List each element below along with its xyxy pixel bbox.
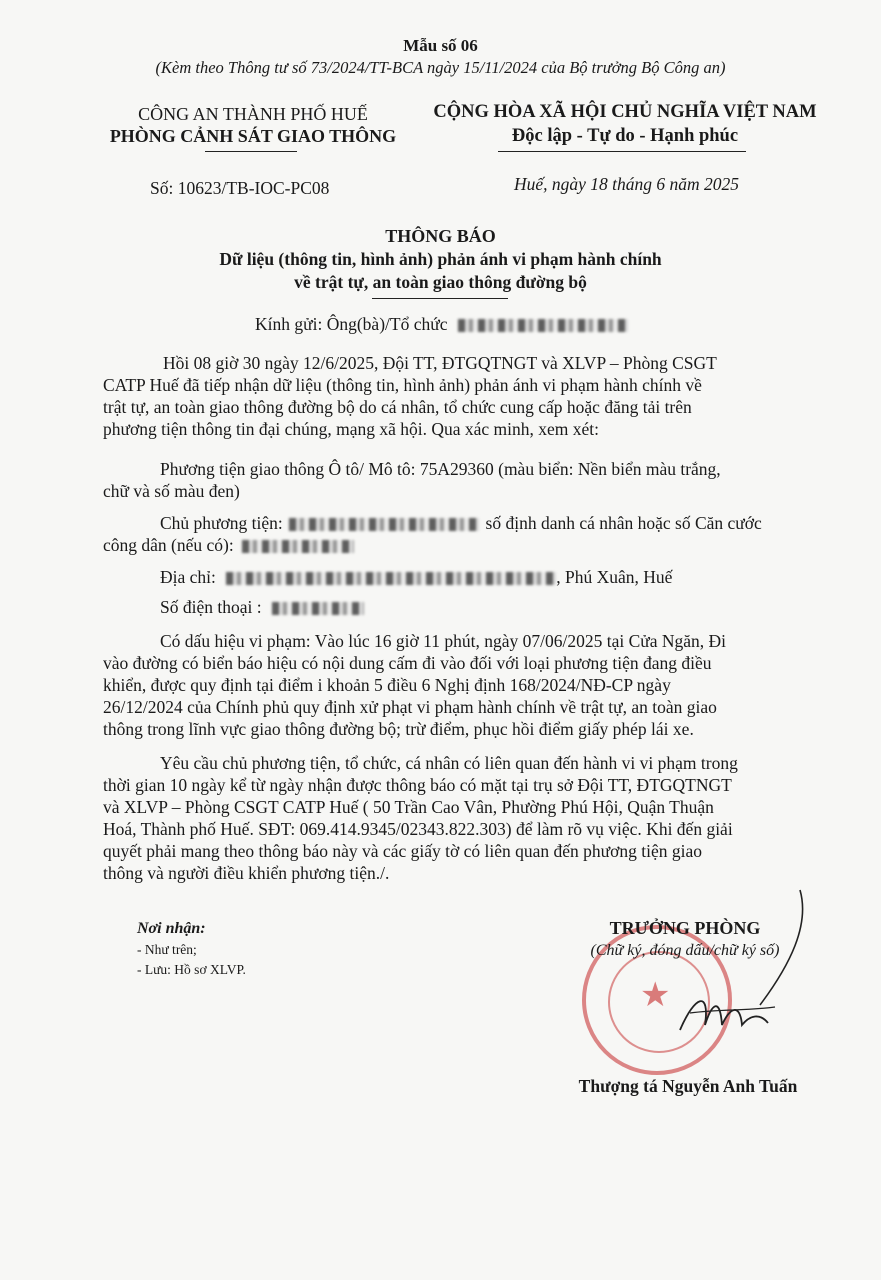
request-line-3: và XLVP – Phòng CSGT CATP Huế ( 50 Trần Cao Vân, Phường Phú Hội, Quận Thuận [103,797,714,817]
redacted-phone [272,602,364,615]
org-unit: PHÒNG CẢNH SÁT GIAO THÔNG [109,126,397,146]
owner-line [103,512,813,534]
id-label: công dân (nếu có): [103,535,234,555]
recipient-item-2: - Lưu: Hồ sơ XLVP. [137,962,246,977]
place-date: Huế, ngày 18 tháng 6 năm 2025 [514,174,740,194]
recipients-title: Nơi nhận: [137,920,206,937]
sign-note: (Chữ ký, đóng dấu/chữ ký số) [590,942,780,959]
form-number: Mẫu số 06 [403,36,478,55]
violation-line-1: Có dấu hiệu vi phạm: Vào lúc 16 giờ 11 phút, ngày 07/06/2025 tại Cửa Ngăn, Đi [160,631,727,651]
p1-line-2: CATP Huế đã tiếp nhận dữ liệu (thông tin, hình ảnh) phản ánh vi phạm hành chính về [103,375,702,395]
owner-line-2 [103,534,813,556]
p1-line-4: phương tiện thông tin đại chúng, mạng xã hội. Qua xác minh, xem xét: [103,419,600,439]
redacted-recipient [458,319,628,332]
redacted-owner [289,518,479,531]
request-line-2: thời gian 10 ngày kể từ ngày nhận được thông báo có mặt tại trụ sở Đội TT, ĐTGQTNGT [103,775,732,795]
request-line-6: thông và người điều khiển phương tiện./. [103,863,390,883]
address-line [103,566,813,588]
request-line-1: Yêu cầu chủ phương tiện, tổ chức, cá nhân có liên quan đến hành vi vi phạm trong [160,753,738,773]
address-suffix: , Phú Xuân, Huế [556,567,673,587]
notice-subtitle-2: về trật tự, an toàn giao thông đường bộ [294,272,587,292]
document-number: Số: 10623/TB-IOC-PC08 [150,178,330,198]
redacted-address [226,572,556,585]
signer-name: Thượng tá Nguyễn Anh Tuấn [578,1076,798,1096]
seal-star-icon: ★ [640,977,671,1014]
violation-line-2: vào đường có biển báo hiệu có nội dung cấm đi vào đối với loại phương tiện đang điều [103,653,712,673]
org-underline [205,151,297,152]
signer-title: TRƯỞNG PHÒNG [609,918,761,938]
org-parent: CÔNG AN THÀNH PHỐ HUẾ [138,104,368,124]
address-label: Địa chỉ: [160,567,216,587]
violation-line-3: khiển, được quy định tại điểm i khoản 5 điều 6 Nghị định 168/2024/NĐ-CP ngày [103,675,671,695]
recipient-label: Kính gửi: Ông(bà)/Tổ chức [255,314,448,334]
owner-suffix: số định danh cá nhân hoặc số Căn cước [485,513,762,533]
notice-subtitle-1: Dữ liệu (thông tin, hình ảnh) phản ánh vi phạm hành chính [219,249,662,269]
form-reference: (Kèm theo Thông tư số 73/2024/TT-BCA ngày 15/11/2024 của Bộ trưởng Bộ Công an) [155,58,726,77]
redacted-id [242,540,354,553]
owner-label: Chủ phương tiện: [160,513,283,533]
phone-line [103,596,813,618]
notice-title: THÔNG BÁO [385,226,496,246]
vehicle-line-2: chữ và số màu đen) [103,481,240,501]
violation-line-4: 26/12/2024 của Chính phủ quy định xử phạt vi phạm hành chính về trật tự, an toàn giao [103,697,717,717]
recipient-item-1: - Như trên; [137,942,197,957]
motto: Độc lập - Tự do - Hạnh phúc [511,126,739,146]
p1-line-1: Hồi 08 giờ 30 ngày 12/6/2025, Đội TT, ĐTGQTNGT và XLVP – Phòng CSGT [163,353,717,373]
p1-line-3: trật tự, an toàn giao thông đường bộ do cá nhân, tổ chức cung cấp hoặc đăng tải trên [103,397,692,417]
recipient-line [255,314,628,335]
motto-underline [498,151,746,152]
nation-name: CỘNG HÒA XÃ HỘI CHỦ NGHĨA VIỆT NAM [433,102,817,122]
vehicle-line-1: Phương tiện giao thông Ô tô/ Mô tô: 75A29360 (màu biển: Nền biển màu trắng, [160,459,721,479]
request-line-5: quyết phải mang theo thông báo này và các giấy tờ có liên quan đến phương tiện giao [103,841,703,861]
handwritten-signature [650,885,830,1055]
request-line-4: Hoá, Thành phố Huế. SĐT: 069.414.9345/02343.822.303) để làm rõ vụ việc. Khi đến giải [103,819,733,839]
title-underline [372,298,508,299]
phone-label: Số điện thoại : [160,597,262,617]
violation-line-5: thông trong lĩnh vực giao thông đường bộ; trừ điểm, phục hồi điểm giấy phép lái xe. [103,719,694,739]
